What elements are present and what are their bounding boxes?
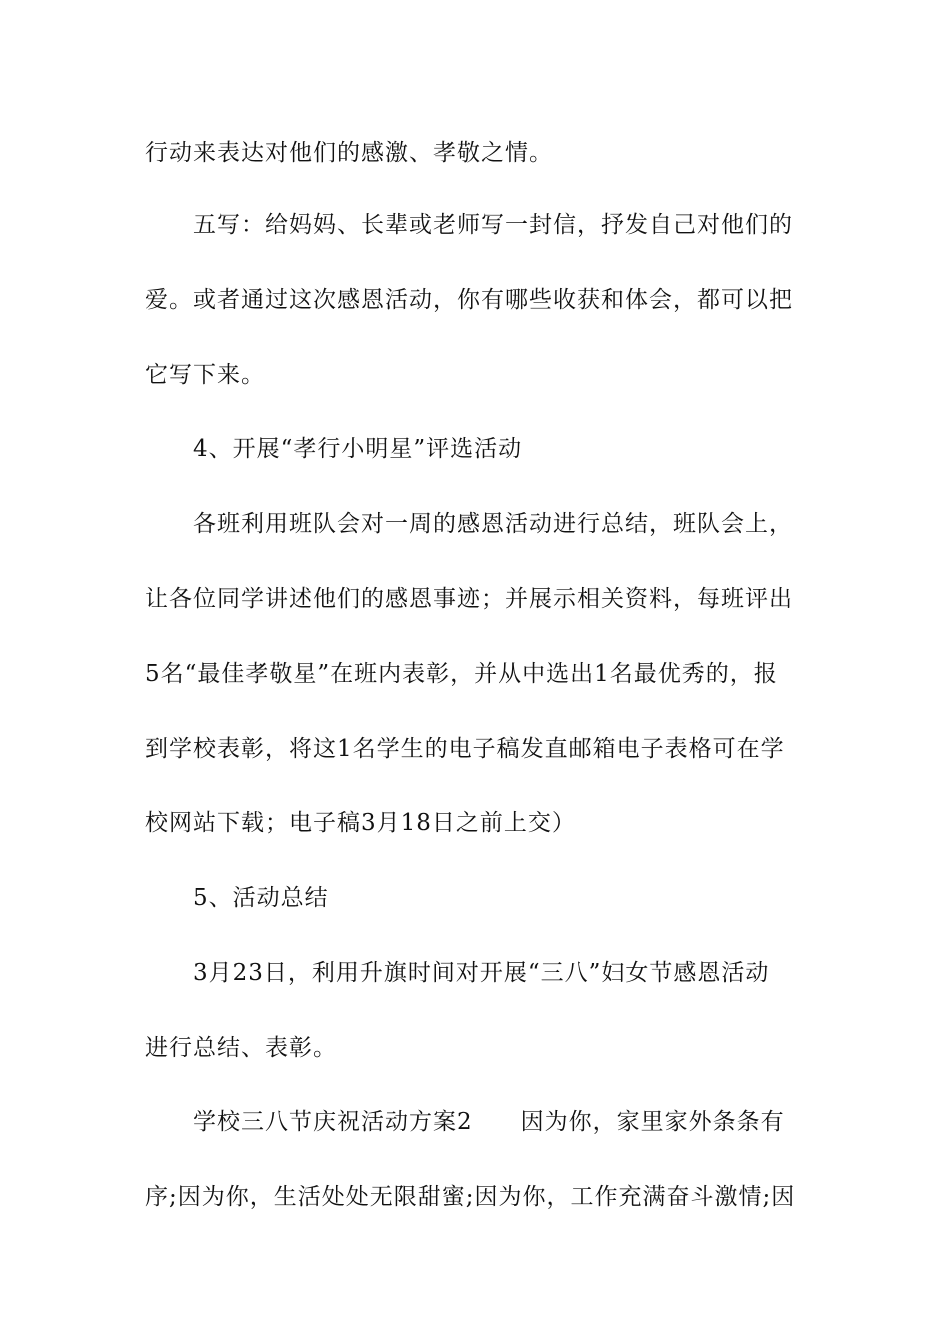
section-heading: 5、活动总结 (193, 885, 329, 911)
text-line: 到学校表彰，将这1名学生的电子稿发直邮箱电子表格可在学 (145, 736, 785, 762)
text-line: 5名“最佳孝敬星”在班内表彰，并从中选出1名最优秀的，报 (145, 661, 778, 687)
text-line: 让各位同学讲述他们的感恩事迹；并展示相关资料，每班评出 (145, 586, 793, 612)
text-line: 五写：给妈妈、长辈或老师写一封信，抒发自己对他们的 (193, 212, 793, 238)
text-line (193, 1107, 810, 1137)
text-line: 进行总结、表彰。 (145, 1035, 337, 1061)
text-line: 它写下来。 (145, 362, 265, 388)
section-title: 学校三八节庆祝活动方案2 (193, 1109, 473, 1135)
text-line: 序;因为你，生活处处无限甜蜜;因为你，工作充满奋斗激情;因 (145, 1184, 796, 1210)
text-line: 校网站下载；电子稿3月18日之前上交） (145, 810, 576, 836)
text-line: 爱。或者通过这次感恩活动，你有哪些收获和体会，都可以把 (145, 287, 793, 313)
text-line: 3月23日，利用升旗时间对开展“三八”妇女节感恩活动 (193, 960, 770, 986)
section-heading: 4、开展“孝行小明星”评选活动 (193, 436, 523, 462)
text-line: 各班利用班队会对一周的感恩活动进行总结，班队会上， (193, 511, 793, 537)
text-line: 行动来表达对他们的感激、孝敬之情。 (145, 140, 553, 166)
section-text: 因为你，家里家外条条有 (520, 1109, 785, 1135)
